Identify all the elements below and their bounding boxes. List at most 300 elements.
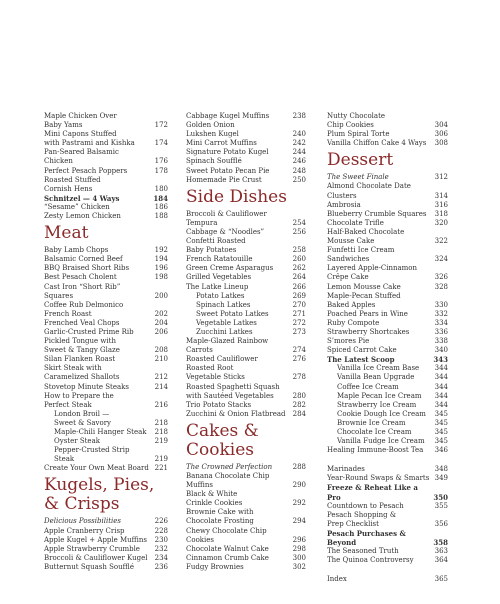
toc-entry-page-number: 198 [154,273,168,282]
toc-entry-page-number: 240 [292,130,306,139]
toc-entry-page-number: 344 [434,364,448,373]
toc-entry-page-number: 322 [434,237,448,246]
toc-entry[interactable] [44,383,168,392]
toc-entry-page-number: 355 [434,501,448,510]
toc-entry[interactable] [44,337,168,355]
toc-entry-page-number: 332 [434,309,448,318]
toc-entry[interactable] [44,212,168,221]
toc-entry-title: Roasted Stuffed Cornish Hens [44,175,101,193]
toc-entry[interactable] [327,292,448,310]
toc-entry-page-number: 221 [154,464,168,473]
toc-entry[interactable] [327,228,448,246]
toc-entry[interactable] [327,283,448,292]
toc-entry-page-number: 188 [154,212,168,221]
toc-entry[interactable] [327,474,448,483]
toc-entry[interactable] [327,392,448,401]
toc-entry-title: Vanilla Bean Upgrade [337,373,415,382]
toc-entry-page-number: 318 [434,209,448,218]
toc-entry[interactable] [186,319,306,328]
toc-entry[interactable] [186,410,306,419]
spacer [327,565,448,575]
toc-entry-title: Chocolate Trifle [327,218,384,227]
toc-column-1 [44,112,168,572]
toc-entry[interactable] [327,210,448,219]
toc-entry[interactable] [327,373,448,382]
toc-entry-page-number: 336 [434,327,448,336]
toc-entry-title: Vegetable Latkes [196,318,257,327]
toc-entry-title: Maple-Pecan Stuffed Baked Apples [327,291,401,309]
toc-entry-title: The Crowned Perfection [186,462,273,471]
toc-entry[interactable] [186,283,306,292]
toc-entry[interactable] [44,446,168,464]
toc-entry[interactable] [327,483,448,501]
toc-entry[interactable] [44,517,168,526]
toc-entry[interactable] [186,563,306,572]
toc-entry[interactable] [186,228,306,237]
toc-entry-title: Marinades [327,465,365,474]
toc-entry-title: Coffee Rub Delmonico French Roast [44,300,124,318]
toc-entry-title: Apple Kugel + Apple Muffins [44,535,147,544]
toc-entry[interactable] [186,472,306,490]
toc-entry[interactable] [44,428,168,437]
toc-entry-page-number: 269 [292,291,306,300]
toc-entry[interactable] [186,508,306,526]
toc-entry-page-number: 344 [434,400,448,409]
toc-entry-title: The Sweet Finale [327,173,389,182]
toc-entry[interactable] [186,167,306,176]
toc-entry-page-number: 260 [292,255,306,264]
toc-entry[interactable] [327,401,448,410]
toc-entry[interactable] [186,273,306,282]
toc-entry-title: Golden Onion Lukshen Kugel [186,121,239,139]
toc-entry-page-number: 345 [434,409,448,418]
toc-entry[interactable] [327,446,448,455]
toc-entry-page-number: 176 [154,157,168,166]
toc-entry-page-number: 172 [154,121,168,130]
toc-entry-title: Potato Latkes [196,291,245,300]
toc-entry-page-number: 356 [434,519,448,528]
toc-entry-title: Mini Capons Stuffed with Pastrami and Kishka [44,130,135,148]
toc-entry-title: Maple Chicken Over Baby Yams [44,112,117,130]
toc-entry-page-number: 300 [292,553,306,562]
toc-entry-title: The Latke Lineup [186,282,249,291]
toc-entry-page-number: 270 [292,300,306,309]
toc-entry-page-number: 186 [154,202,168,211]
toc-entry-page-number: 348 [434,465,448,474]
toc-entry-title: Funfetti Ice Cream Sandwiches [327,246,395,264]
toc-entry[interactable] [44,364,168,382]
toc-entry-title: Best Pesach Cholent [44,273,117,282]
toc-entry-page-number: 340 [434,346,448,355]
toc-entry-page-number: 258 [292,246,306,255]
toc-entry-page-number: 294 [292,517,306,526]
toc-entry[interactable] [327,428,448,437]
toc-entry-page-number: 232 [154,544,168,553]
toc-entry-title: Zesty Lemon Chicken [44,212,121,221]
toc-entry[interactable] [327,383,448,392]
toc-entry[interactable] [186,337,306,355]
toc-entry-title: Trio Potato Stacks [186,400,252,409]
toc-entry[interactable] [186,328,306,337]
toc-entry[interactable] [44,167,168,176]
toc-entry[interactable] [186,292,306,301]
toc-entry-page-number: 262 [292,264,306,273]
toc-entry-page-number: 282 [292,400,306,409]
toc-entry-page-number: 273 [292,327,306,336]
toc-entry-title: Almond Chocolate Date Clusters [327,182,411,200]
toc-entry-title: Sweet Potato Pecan Pie [186,166,270,175]
toc-entry-page-number: 208 [154,346,168,355]
toc-entry-title: Maple-Chili Hanger Steak [54,428,147,436]
toc-entry-page-number: 174 [154,139,168,148]
toc-entry-page-number: 344 [434,382,448,391]
toc-entry[interactable] [44,319,168,328]
toc-entry[interactable] [186,490,306,508]
toc-entry-page-number: 180 [154,184,168,193]
toc-entry-title: BBQ Braised Short Ribs [44,264,130,273]
toc-entry-title: Brownie Ice Cream [337,418,406,427]
toc-entry[interactable] [44,563,168,572]
toc-entry[interactable] [327,502,448,511]
toc-entry-title: The Quinoa Controversy [327,556,414,565]
toc-entry-title: Pesach Shopping & Prep Checklist [327,510,397,528]
toc-entry-title: Strawberry Ice Cream [337,400,417,409]
toc-entry[interactable] [186,139,306,148]
toc-entry-page-number: 365 [434,575,448,584]
toc-entry-page-number: 324 [434,255,448,264]
toc-entry-page-number: 264 [292,273,306,282]
toc-entry-title: Skirt Steak with Caramelized Shallots [44,364,120,382]
toc-entry-title: Sweet Potato Latkes [196,309,269,318]
toc-entry-page-number: 334 [434,318,448,327]
toc-entry[interactable] [327,364,448,373]
toc-entry-title: Garlic-Crusted Prime Rib [44,327,134,336]
toc-entry[interactable] [44,203,168,212]
toc-entry-title: Layered Apple-Cinnamon Crêpe Cake [327,264,418,282]
toc-entry[interactable] [327,130,448,139]
toc-entry-title: Cinnamon Crumb Cake [186,553,269,562]
toc-entry-title: Maple Pecan Ice Cream [337,391,422,400]
toc-entry-page-number: 234 [154,553,168,562]
toc-entry[interactable] [44,130,168,148]
toc-entry[interactable] [44,355,168,364]
toc-entry-title: Chocolate Walnut Cake [186,544,269,553]
toc-entry-page-number: 349 [434,474,448,483]
toc-entry-page-number: 284 [292,409,306,418]
toc-entry-page-number: 328 [434,282,448,291]
toc-entry-title: Delicious Possibilities [44,517,121,526]
toc-entry[interactable] [186,401,306,410]
toc-entry-page-number: 216 [154,400,168,409]
toc-entry-page-number: 219 [154,437,168,446]
toc-entry-title: Plum Spiral Torte [327,130,390,139]
toc-entry[interactable] [327,182,448,200]
toc-entry-page-number: 218 [154,418,168,427]
toc-entry-page-number: 292 [292,499,306,508]
toc-entry[interactable] [327,355,448,364]
spacer [327,455,448,465]
toc-entry-title: The Seasoned Truth [327,547,399,556]
toc-entry[interactable] [44,437,168,446]
toc-entry-title: Half-Baked Chocolate Mousse Cake [327,227,405,246]
toc-entry-page-number: 218 [154,428,168,436]
toc-entry-page-number: 326 [434,273,448,282]
toc-entry-page-number: 274 [292,346,306,355]
toc-entry-title: Banana Chocolate Chip Muffins [186,472,270,490]
toc-entry-page-number: 296 [292,535,306,544]
toc-entry-page-number: 306 [434,130,448,139]
toc-entry-title: Ruby Compote [327,318,380,327]
toc-entry-page-number: 242 [292,139,306,148]
toc-entry-title: Maple-Glazed Rainbow Carrots [186,337,269,355]
toc-entry-page-number: 212 [154,373,168,382]
toc-entry[interactable] [327,319,448,328]
toc-entry-page-number: 320 [434,218,448,227]
toc-entry-page-number: 206 [154,327,168,336]
toc-entry-page-number: 226 [154,517,168,526]
toc-entry[interactable] [44,392,168,410]
section-heading: Meat [44,223,89,244]
toc-entry-title: How to Prepare the Perfect Steak [44,391,114,409]
toc-entry-title: Silan Flanken Roast [44,355,116,364]
toc-entry[interactable] [327,310,448,319]
toc-entry[interactable] [186,237,306,255]
toc-entry-page-number: 308 [434,139,448,148]
toc-entry-title: London Broil — Sweet & Savory [54,409,112,427]
toc-entry-title: Pesach Purchases & Beyond [327,528,406,548]
toc-entry[interactable] [44,148,168,166]
toc-entry-page-number: 290 [292,481,306,490]
toc-entry[interactable] [327,112,448,130]
toc-entry[interactable] [44,527,168,536]
toc-entry[interactable] [186,463,306,472]
toc-entry-title: Countdown to Pesach [327,501,404,510]
toc-entry[interactable] [186,383,306,401]
toc-entry[interactable] [186,545,306,554]
toc-entry-page-number: 196 [154,264,168,273]
toc-entry-title: Nutty Chocolate Chip Cookies [327,112,386,130]
toc-entry-page-number: 178 [154,166,168,175]
toc-entry[interactable] [327,328,448,337]
toc-entry-title: French Ratatouille [186,255,253,264]
toc-entry[interactable] [327,139,448,148]
toc-entry-page-number: 210 [154,355,168,364]
toc-entry-title: “Sesame” Chicken [44,202,110,211]
toc-entry-page-number: 200 [154,291,168,300]
toc-entry-title: Roasted Root Vegetable Sticks [186,364,245,382]
toc-entry[interactable] [44,264,168,273]
toc-entry-title: Apple Cranberry Crisp [44,526,125,535]
toc-entry-title: Index [327,575,347,584]
toc-entry-title: Schnitzel — 4 Ways [44,193,120,203]
toc-entry-title: Freeze & Reheat Like a Pro [327,483,418,502]
toc-entry-title: Cabbage Kugel Muffins [186,112,270,120]
toc-entry-page-number: 278 [292,373,306,382]
toc-entry-page-number: 345 [434,428,448,436]
toc-entry[interactable] [44,176,168,194]
toc-entry[interactable] [327,437,448,446]
toc-entry-title: Vanilla Fudge Ice Cream [337,437,425,446]
section-heading: Kugels, Pies, & Crisps [44,475,155,515]
toc-entry-title: Healing Immune-Boost Tea [327,446,424,455]
toc-entry[interactable] [44,273,168,282]
toc-entry[interactable] [44,301,168,319]
toc-entry[interactable] [44,536,168,545]
section-heading: Cakes & Cookies [186,420,259,460]
toc-entry-title: Strawberry Shortcakes [327,327,410,336]
toc-entry-page-number: 238 [292,112,306,120]
toc-entry[interactable] [44,410,168,428]
toc-entry[interactable] [327,575,448,584]
toc-entry-title: Broccoli & Cauliflower Tempura [186,209,267,227]
toc-entry-page-number: 236 [154,562,168,571]
toc-entry-page-number: 256 [292,227,306,236]
section-heading: Side Dishes [186,186,287,207]
toc-entry[interactable] [186,301,306,310]
toc-entry-page-number: 276 [292,355,306,364]
toc-entry-title: Broccoli & Cauliflower Kugel [44,553,148,562]
toc-entry-title: Create Your Own Meat Board [44,464,149,473]
toc-entry-page-number: 316 [434,200,448,209]
toc-entry-page-number: 280 [292,391,306,400]
toc-entry-title: Frenched Veal Chops [44,318,120,327]
toc-entry-title: Blueberry Crumble Squares [327,209,427,218]
toc-entry[interactable] [186,310,306,319]
toc-entry-title: Stovetop Minute Steaks [44,382,130,391]
toc-entry-title: Year-Round Swaps & Smarts [327,474,430,483]
toc-entry-title: Ambrosia [327,200,361,209]
toc-entry[interactable] [186,148,306,157]
toc-entry[interactable] [44,194,168,203]
toc-entry-page-number: 304 [434,121,448,130]
toc-entry[interactable] [327,219,448,228]
toc-entry-page-number: 338 [434,337,448,346]
toc-entry-page-number: 314 [434,191,448,200]
toc-entry-page-number: 228 [154,526,168,535]
toc-entry-page-number: 344 [434,373,448,382]
toc-entry-page-number: 250 [292,175,306,184]
toc-entry[interactable] [186,176,306,185]
toc-entry-page-number: 254 [292,218,306,227]
toc-entry[interactable] [327,201,448,210]
toc-entry-page-number: 272 [292,318,306,327]
toc-entry-page-number: 364 [434,556,448,565]
toc-entry[interactable] [44,112,168,130]
toc-entry-title: Cabbage & “Noodles” [186,227,265,236]
toc-entry-title: Vanilla Ice Cream Base [337,364,420,373]
toc-entry-title: Cookie Dough Ice Cream [337,409,426,418]
toc-entry-title: Black & White Crinkle Cookies [186,490,243,508]
toc-entry-page-number: 204 [154,318,168,327]
toc-entry-page-number: 343 [433,355,448,365]
toc-entry[interactable] [186,112,306,121]
toc-entry[interactable] [44,328,168,337]
toc-column-3 [327,112,448,584]
toc-entry-title: Grilled Vegetables [186,273,252,282]
toc-entry[interactable] [186,554,306,563]
toc-entry-page-number: 194 [154,255,168,264]
toc-entry-page-number: 346 [434,446,448,455]
toc-entry-title: Chewy Chocolate Chip Cookies [186,526,267,544]
toc-entry-title: Signature Potato Kugel [186,148,269,157]
toc-entry[interactable] [327,337,448,346]
toc-entry[interactable] [327,465,448,474]
toc-entry-title: Roasted Spaghetti Squash with Sautéed Vegetables [186,382,280,400]
toc-entry[interactable] [327,246,448,264]
toc-entry[interactable] [186,355,306,364]
toc-entry-title: Fudgy Brownies [186,562,244,571]
toc-entry[interactable] [327,173,448,182]
toc-entry[interactable] [44,283,168,301]
toc-column-2 [186,112,306,572]
toc-entry[interactable] [186,364,306,382]
toc-entry-title: Spinach Latkes [196,300,251,309]
toc-entry-page-number: 345 [434,437,448,446]
toc-entry-page-number: 248 [292,166,306,175]
toc-entry-title: Zucchini Latkes [196,327,253,336]
toc-entry-title: Cast Iron “Short Rib” Squares [44,282,121,300]
toc-entry-title: Pan-Seared Balsamic Chicken [44,148,119,166]
toc-entry-page-number: 358 [433,538,448,548]
toc-entry[interactable] [44,545,168,554]
toc-entry-title: Pickled Tongue with Sweet & Tangy Glaze [44,337,120,355]
toc-entry-title: Confetti Roasted Baby Potatoes [186,237,246,255]
toc-entry-page-number: 312 [434,173,448,182]
toc-entry-title: Spinach Soufflé [186,157,242,166]
toc-entry-page-number: 345 [434,418,448,427]
toc-entry-title: Poached Pears in Wine [327,309,408,318]
toc-entry[interactable] [186,264,306,273]
toc-entry-page-number: 244 [292,148,306,157]
toc-entry[interactable] [44,554,168,563]
toc-entry[interactable] [44,255,168,264]
toc-entry[interactable] [186,121,306,139]
toc-entry[interactable] [327,346,448,355]
toc-entry-page-number: 184 [153,193,168,203]
toc-entry[interactable] [186,157,306,166]
toc-entry[interactable] [186,527,306,545]
toc-entry-title: Oyster Steak [54,437,100,446]
toc-entry-page-number: 288 [292,462,306,471]
toc-entry-title: The Latest Scoop [327,355,395,365]
toc-entry[interactable] [327,511,448,529]
toc-entry[interactable] [186,255,306,264]
toc-entry-title: Apple Strawberry Crumble [44,544,140,553]
toc-entry-title: Balsamic Corned Beef [44,255,123,264]
toc-entry-page-number: 230 [154,535,168,544]
toc-entry[interactable] [327,556,448,565]
toc-entry[interactable] [327,547,448,556]
toc-entry-page-number: 246 [292,157,306,166]
toc-entry[interactable] [44,464,168,473]
toc-entry[interactable] [327,264,448,282]
toc-entry-page-number: 330 [434,300,448,309]
toc-entry-title: Brownie Cake with Chocolate Frosting [186,508,254,526]
toc-entry[interactable] [327,410,448,419]
toc-entry-title: S’mores Pie [327,337,370,346]
toc-entry-title: Green Creme Asparagus [186,264,274,273]
toc-entry[interactable] [327,419,448,428]
toc-entry-title: Zucchini & Onion Flatbread [186,409,286,418]
toc-entry[interactable] [44,246,168,255]
toc-entry-page-number: 266 [292,282,306,291]
toc-entry-page-number: 202 [154,309,168,318]
toc-entry-title: Perfect Pesach Poppers [44,166,128,175]
toc-entry[interactable] [327,529,448,547]
toc-entry[interactable] [186,210,306,228]
toc-entry-page-number: 192 [154,246,168,255]
toc-entry-title: Mini Carrot Muffins [186,139,257,148]
